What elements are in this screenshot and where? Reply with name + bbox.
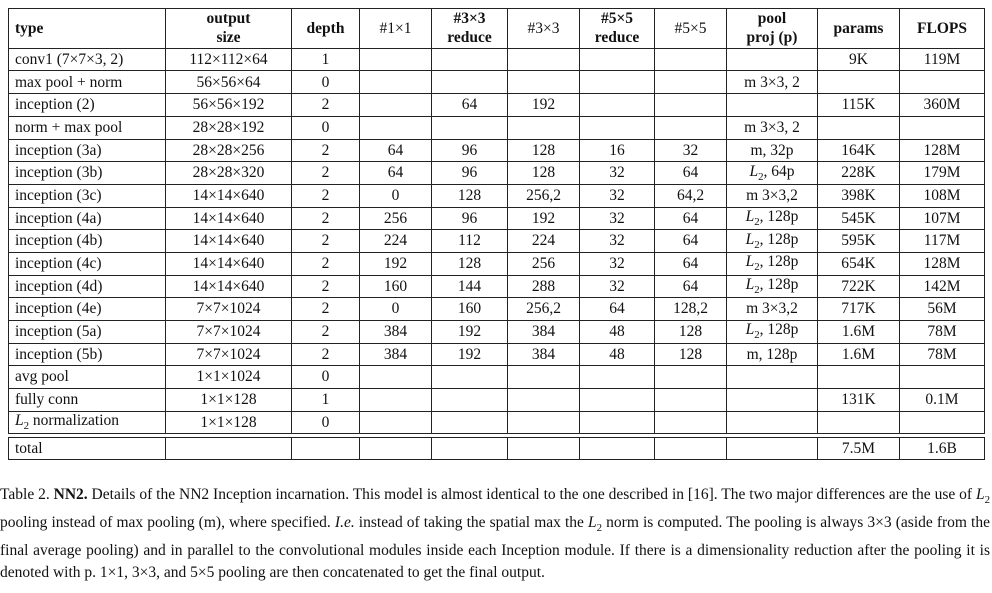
header-line: pool bbox=[757, 10, 787, 27]
cell-params: 722K bbox=[818, 275, 900, 298]
caption-text-part2: instead of taking the spatial max the $L_2$ norm is computed. The pooling is always 3×3 (aside from the final average pooling) and in parallel to the convolutional modules inside each Inception module. If there is a dimensionality reduction after the pooling it is denoted with p. 1×1, 3×3, and 5×5 pooling are then concatenated to get the final output. bbox=[0, 513, 990, 581]
cell-num-5x5-reduce: 32 bbox=[580, 252, 655, 275]
cell-num-3x3: 192 bbox=[508, 207, 580, 230]
cell-num-1x1: 384 bbox=[360, 321, 432, 344]
cell-type: inception (3b) bbox=[9, 162, 166, 185]
cell-num-5x5-reduce bbox=[580, 94, 655, 117]
cell-params: 717K bbox=[818, 298, 900, 321]
cell-params: 398K bbox=[818, 184, 900, 207]
cell-num-5x5-reduce: 48 bbox=[580, 321, 655, 344]
cell-params: 164K bbox=[818, 139, 900, 162]
cell-depth: 1 bbox=[292, 389, 360, 412]
header-depth bbox=[292, 9, 360, 49]
table-row bbox=[9, 411, 985, 434]
cell-num-3x3-reduce: 144 bbox=[432, 275, 508, 298]
cell-num-3x3-reduce bbox=[432, 116, 508, 139]
cell-params: 115K bbox=[818, 94, 900, 117]
table-row bbox=[9, 343, 985, 366]
cell-params: 131K bbox=[818, 389, 900, 412]
cell-flops: 78M bbox=[900, 321, 985, 344]
cell-num-5x5: 64 bbox=[655, 207, 727, 230]
cell-depth: 2 bbox=[292, 321, 360, 344]
caption-label: Table 2. bbox=[0, 486, 50, 503]
cell-flops: 107M bbox=[900, 207, 985, 230]
cell-flops: 56M bbox=[900, 298, 985, 321]
cell-flops: 119M bbox=[900, 48, 985, 71]
table-row bbox=[9, 71, 985, 94]
cell-type: inception (3c) bbox=[9, 184, 166, 207]
header-line: #3×3 bbox=[527, 19, 560, 37]
table-row bbox=[9, 94, 985, 117]
header-line: reduce bbox=[447, 29, 492, 47]
cell-params bbox=[818, 116, 900, 139]
cell-num-1x1 bbox=[360, 48, 432, 71]
cell-pool-proj: $L_2$, 128p bbox=[727, 207, 818, 230]
cell-depth: 2 bbox=[292, 162, 360, 185]
cell-num-3x3-reduce: 192 bbox=[432, 321, 508, 344]
cell-params bbox=[818, 71, 900, 94]
cell-output-size: 28×28×256 bbox=[166, 139, 292, 162]
cell-type: inception (2) bbox=[9, 94, 166, 117]
cell-num-3x3: 256 bbox=[508, 252, 580, 275]
table-header-row bbox=[9, 9, 985, 49]
cell-depth: 0 bbox=[292, 116, 360, 139]
cell-num-1x1 bbox=[360, 411, 432, 434]
cell-type: max pool + norm bbox=[9, 71, 166, 94]
cell-type: fully conn bbox=[9, 389, 166, 412]
cell-num-3x3-reduce: 96 bbox=[432, 207, 508, 230]
cell-num-3x3-reduce bbox=[432, 389, 508, 412]
cell-depth: 2 bbox=[292, 298, 360, 321]
cell-depth: 0 bbox=[292, 71, 360, 94]
cell-output-size: 1×1×128 bbox=[166, 411, 292, 434]
cell-num-3x3 bbox=[508, 438, 580, 460]
table-row bbox=[9, 230, 985, 253]
cell-num-3x3-reduce: 192 bbox=[432, 343, 508, 366]
cell-depth bbox=[292, 438, 360, 460]
cell-num-3x3: 256,2 bbox=[508, 184, 580, 207]
cell-num-5x5 bbox=[655, 48, 727, 71]
header-line: #3×3 bbox=[453, 10, 486, 27]
cell-num-3x3 bbox=[508, 366, 580, 389]
cell-flops bbox=[900, 366, 985, 389]
cell-num-5x5-reduce bbox=[580, 71, 655, 94]
cell-flops: 78M bbox=[900, 343, 985, 366]
cell-num-5x5 bbox=[655, 366, 727, 389]
header-line: size bbox=[216, 29, 241, 47]
header-line: #1×1 bbox=[379, 19, 412, 37]
cell-type: avg pool bbox=[9, 366, 166, 389]
header-line: #5×5 bbox=[674, 19, 707, 37]
cell-type: norm + max pool bbox=[9, 116, 166, 139]
cell-num-3x3-reduce bbox=[432, 366, 508, 389]
header-num-3x3 bbox=[508, 9, 580, 49]
cell-output-size bbox=[166, 438, 292, 460]
cell-depth: 0 bbox=[292, 366, 360, 389]
header-line: #5×5 bbox=[600, 10, 634, 27]
cell-num-5x5: 64 bbox=[655, 162, 727, 185]
cell-depth: 2 bbox=[292, 139, 360, 162]
cell-pool-proj bbox=[727, 48, 818, 71]
header-num-3x3-reduce bbox=[432, 9, 508, 49]
cell-num-5x5-reduce: 32 bbox=[580, 275, 655, 298]
cell-depth: 2 bbox=[292, 207, 360, 230]
cell-num-3x3-reduce: 128 bbox=[432, 252, 508, 275]
cell-num-5x5-reduce: 64 bbox=[580, 298, 655, 321]
cell-num-3x3 bbox=[508, 71, 580, 94]
cell-output-size: 14×14×640 bbox=[166, 252, 292, 275]
cell-pool-proj: m 3×3, 2 bbox=[727, 71, 818, 94]
cell-num-3x3: 128 bbox=[508, 162, 580, 185]
table-row bbox=[9, 116, 985, 139]
cell-type: inception (4b) bbox=[9, 230, 166, 253]
cell-params bbox=[818, 366, 900, 389]
nn2-architecture-table bbox=[8, 8, 985, 460]
cell-num-1x1 bbox=[360, 366, 432, 389]
header-flops bbox=[900, 9, 985, 49]
table-row bbox=[9, 366, 985, 389]
cell-pool-proj bbox=[727, 94, 818, 117]
header-line: proj (p) bbox=[746, 29, 798, 47]
cell-params: 595K bbox=[818, 230, 900, 253]
cell-num-1x1: 224 bbox=[360, 230, 432, 253]
cell-flops: 1.6B bbox=[900, 438, 985, 460]
cell-params: 545K bbox=[818, 207, 900, 230]
cell-num-1x1: 160 bbox=[360, 275, 432, 298]
cell-num-3x3: 288 bbox=[508, 275, 580, 298]
cell-num-5x5: 128 bbox=[655, 343, 727, 366]
cell-output-size: 112×112×64 bbox=[166, 48, 292, 71]
caption-text-part1: Details of the NN2 Inception incarnation. This model is almost identical to the one described in [16]. The two major differences are the use of $L_2$ pooling instead of max pooling (m), where specified. bbox=[0, 486, 990, 531]
cell-output-size: 7×7×1024 bbox=[166, 343, 292, 366]
cell-params: 1.6M bbox=[818, 343, 900, 366]
header-params bbox=[818, 9, 900, 49]
cell-type: $L_2$ normalization bbox=[9, 411, 166, 434]
cell-num-5x5 bbox=[655, 116, 727, 139]
table-row bbox=[9, 207, 985, 230]
cell-params: 9K bbox=[818, 48, 900, 71]
cell-num-3x3-reduce bbox=[432, 411, 508, 434]
cell-num-5x5-reduce: 48 bbox=[580, 343, 655, 366]
cell-flops: 0.1M bbox=[900, 389, 985, 412]
header-line: params bbox=[833, 19, 884, 37]
cell-num-5x5-reduce: 32 bbox=[580, 184, 655, 207]
cell-depth: 2 bbox=[292, 343, 360, 366]
cell-num-5x5: 64,2 bbox=[655, 184, 727, 207]
cell-pool-proj bbox=[727, 411, 818, 434]
cell-pool-proj: m 3×3,2 bbox=[727, 298, 818, 321]
table-caption bbox=[0, 484, 990, 583]
cell-num-3x3: 384 bbox=[508, 343, 580, 366]
cell-type: inception (4c) bbox=[9, 252, 166, 275]
cell-flops: 142M bbox=[900, 275, 985, 298]
cell-pool-proj: m 3×3, 2 bbox=[727, 116, 818, 139]
cell-pool-proj: m, 128p bbox=[727, 343, 818, 366]
cell-num-1x1: 0 bbox=[360, 184, 432, 207]
cell-flops bbox=[900, 411, 985, 434]
cell-flops bbox=[900, 71, 985, 94]
header-line: depth bbox=[306, 19, 345, 37]
cell-flops bbox=[900, 116, 985, 139]
cell-type: inception (4a) bbox=[9, 207, 166, 230]
cell-num-3x3: 224 bbox=[508, 230, 580, 253]
cell-num-3x3: 192 bbox=[508, 94, 580, 117]
cell-flops: 360M bbox=[900, 94, 985, 117]
cell-num-3x3 bbox=[508, 48, 580, 71]
cell-type: inception (4e) bbox=[9, 298, 166, 321]
cell-num-1x1: 0 bbox=[360, 298, 432, 321]
cell-num-1x1: 192 bbox=[360, 252, 432, 275]
cell-num-3x3-reduce bbox=[432, 438, 508, 460]
table-row bbox=[9, 162, 985, 185]
cell-num-3x3 bbox=[508, 411, 580, 434]
cell-num-3x3: 256,2 bbox=[508, 298, 580, 321]
cell-pool-proj bbox=[727, 438, 818, 460]
cell-num-5x5-reduce bbox=[580, 438, 655, 460]
cell-num-5x5 bbox=[655, 411, 727, 434]
cell-output-size: 1×1×128 bbox=[166, 389, 292, 412]
cell-type: inception (3a) bbox=[9, 139, 166, 162]
cell-flops: 179M bbox=[900, 162, 985, 185]
header-num-5x5-reduce bbox=[580, 9, 655, 49]
cell-pool-proj: $L_2$, 128p bbox=[727, 230, 818, 253]
caption-title: NN2. bbox=[53, 486, 88, 503]
cell-type: total bbox=[9, 438, 166, 460]
cell-type: inception (4d) bbox=[9, 275, 166, 298]
cell-depth: 2 bbox=[292, 252, 360, 275]
cell-num-5x5: 128,2 bbox=[655, 298, 727, 321]
cell-num-5x5 bbox=[655, 94, 727, 117]
cell-output-size: 14×14×640 bbox=[166, 230, 292, 253]
cell-num-3x3-reduce: 128 bbox=[432, 184, 508, 207]
table-body bbox=[9, 48, 985, 460]
cell-num-1x1 bbox=[360, 116, 432, 139]
cell-num-1x1 bbox=[360, 71, 432, 94]
cell-num-5x5: 64 bbox=[655, 252, 727, 275]
cell-num-1x1: 64 bbox=[360, 162, 432, 185]
cell-params: 654K bbox=[818, 252, 900, 275]
cell-output-size: 14×14×640 bbox=[166, 275, 292, 298]
cell-depth: 1 bbox=[292, 48, 360, 71]
cell-type: conv1 (7×7×3, 2) bbox=[9, 48, 166, 71]
cell-num-3x3-reduce bbox=[432, 71, 508, 94]
cell-pool-proj bbox=[727, 389, 818, 412]
cell-output-size: 56×56×64 bbox=[166, 71, 292, 94]
cell-num-5x5-reduce bbox=[580, 116, 655, 139]
cell-num-3x3-reduce: 64 bbox=[432, 94, 508, 117]
cell-params: 7.5M bbox=[818, 438, 900, 460]
cell-pool-proj: $L_2$, 64p bbox=[727, 162, 818, 185]
cell-num-5x5: 64 bbox=[655, 230, 727, 253]
table-row bbox=[9, 184, 985, 207]
cell-num-1x1: 384 bbox=[360, 343, 432, 366]
cell-num-3x3-reduce: 160 bbox=[432, 298, 508, 321]
header-pool-proj bbox=[727, 9, 818, 49]
cell-num-5x5 bbox=[655, 389, 727, 412]
cell-num-5x5-reduce bbox=[580, 411, 655, 434]
cell-num-5x5-reduce: 32 bbox=[580, 162, 655, 185]
table-row bbox=[9, 48, 985, 71]
cell-num-5x5-reduce: 32 bbox=[580, 230, 655, 253]
cell-num-3x3: 128 bbox=[508, 139, 580, 162]
cell-num-1x1: 64 bbox=[360, 139, 432, 162]
cell-flops: 128M bbox=[900, 252, 985, 275]
header-num-5x5 bbox=[655, 9, 727, 49]
cell-num-5x5 bbox=[655, 71, 727, 94]
cell-num-3x3 bbox=[508, 389, 580, 412]
table-row bbox=[9, 298, 985, 321]
table-row bbox=[9, 389, 985, 412]
cell-output-size: 28×28×320 bbox=[166, 162, 292, 185]
header-line: FLOPS bbox=[917, 19, 967, 37]
header-line: type bbox=[15, 19, 44, 37]
cell-pool-proj: $L_2$, 128p bbox=[727, 321, 818, 344]
header-line: reduce bbox=[594, 29, 640, 47]
cell-params: 1.6M bbox=[818, 321, 900, 344]
cell-num-5x5-reduce: 16 bbox=[580, 139, 655, 162]
cell-num-5x5: 128 bbox=[655, 321, 727, 344]
cell-num-3x3 bbox=[508, 116, 580, 139]
table-row bbox=[9, 275, 985, 298]
cell-output-size: 7×7×1024 bbox=[166, 321, 292, 344]
cell-num-5x5-reduce bbox=[580, 389, 655, 412]
architecture-table-container bbox=[8, 8, 984, 460]
cell-output-size: 56×56×192 bbox=[166, 94, 292, 117]
cell-num-1x1 bbox=[360, 438, 432, 460]
cell-flops: 128M bbox=[900, 139, 985, 162]
cell-num-1x1: 256 bbox=[360, 207, 432, 230]
cell-output-size: 14×14×640 bbox=[166, 184, 292, 207]
cell-params: 228K bbox=[818, 162, 900, 185]
cell-params bbox=[818, 411, 900, 434]
cell-num-1x1 bbox=[360, 94, 432, 117]
header-type bbox=[9, 9, 166, 49]
cell-num-5x5-reduce bbox=[580, 366, 655, 389]
cell-num-5x5-reduce bbox=[580, 48, 655, 71]
cell-flops: 108M bbox=[900, 184, 985, 207]
cell-pool-proj: $L_2$, 128p bbox=[727, 252, 818, 275]
cell-num-3x3: 384 bbox=[508, 321, 580, 344]
cell-num-3x3-reduce: 96 bbox=[432, 139, 508, 162]
caption-emphasis: I.e. bbox=[334, 513, 355, 531]
cell-type: inception (5b) bbox=[9, 343, 166, 366]
table-total-row bbox=[9, 438, 985, 460]
cell-pool-proj: $L_2$, 128p bbox=[727, 275, 818, 298]
cell-depth: 2 bbox=[292, 184, 360, 207]
cell-depth: 2 bbox=[292, 230, 360, 253]
cell-output-size: 1×1×1024 bbox=[166, 366, 292, 389]
cell-output-size: 14×14×640 bbox=[166, 207, 292, 230]
header-line: output bbox=[206, 10, 251, 27]
cell-output-size: 7×7×1024 bbox=[166, 298, 292, 321]
table-row bbox=[9, 321, 985, 344]
cell-num-3x3-reduce bbox=[432, 48, 508, 71]
table-row bbox=[9, 139, 985, 162]
cell-depth: 2 bbox=[292, 275, 360, 298]
table-row bbox=[9, 252, 985, 275]
cell-depth: 0 bbox=[292, 411, 360, 434]
cell-depth: 2 bbox=[292, 94, 360, 117]
cell-num-5x5: 32 bbox=[655, 139, 727, 162]
cell-num-3x3-reduce: 96 bbox=[432, 162, 508, 185]
cell-num-5x5: 64 bbox=[655, 275, 727, 298]
header-output-size bbox=[166, 9, 292, 49]
cell-num-5x5 bbox=[655, 438, 727, 460]
cell-num-1x1 bbox=[360, 389, 432, 412]
cell-flops: 117M bbox=[900, 230, 985, 253]
cell-pool-proj bbox=[727, 366, 818, 389]
cell-pool-proj: m, 32p bbox=[727, 139, 818, 162]
cell-pool-proj: m 3×3,2 bbox=[727, 184, 818, 207]
cell-num-3x3-reduce: 112 bbox=[432, 230, 508, 253]
header-num-1x1 bbox=[360, 9, 432, 49]
cell-output-size: 28×28×192 bbox=[166, 116, 292, 139]
cell-type: inception (5a) bbox=[9, 321, 166, 344]
cell-num-5x5-reduce: 32 bbox=[580, 207, 655, 230]
